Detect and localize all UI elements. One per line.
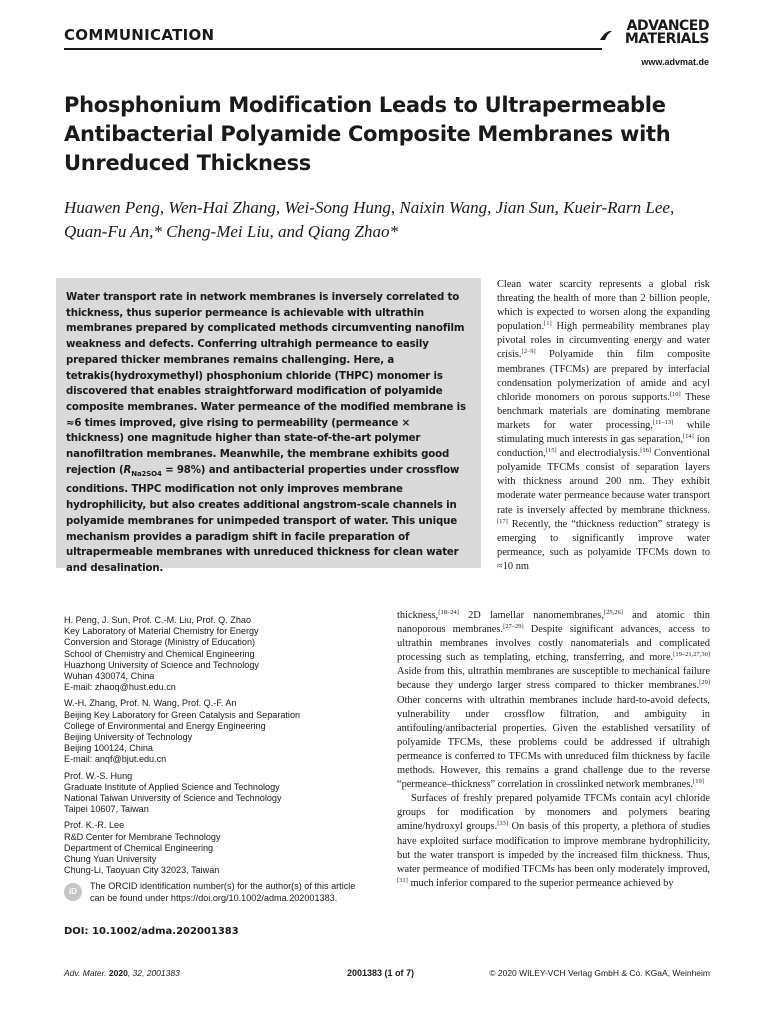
citation[interactable]: [29] bbox=[699, 679, 710, 687]
citation[interactable]: [27–29] bbox=[503, 623, 524, 631]
body-text: On basis of this property, a plethora of studies have exploited surface modification to improve membrane hydrophilicity, but the water transport is impeded by the increased film thickness. Thus, water permeance of modified TFCMs has been only moderately improved, bbox=[397, 821, 710, 875]
affiliation-line: College of Environmental and Energy Engineering bbox=[64, 720, 266, 731]
affiliation-block bbox=[64, 820, 384, 876]
abstract-part-2: = 98%) and antibacterial properties under crossflow conditions. THPC modification not only improves membrane hydrophilicity, but also creates additional angstrom-scale channels in polyamide membranes for unimpeded transport of water. This unique mechanism provides a paradigm shift in facile preparation of ultrapermeable membranes with unreduced thickness for clean water and desalination. bbox=[66, 464, 460, 574]
affiliation-line: Beijing Key Laboratory for Green Catalysis and Separation bbox=[64, 709, 301, 720]
body-text: and electrodialysis. bbox=[556, 448, 641, 460]
affiliation-line: Beijing 100124, China bbox=[64, 743, 153, 754]
affiliation-block bbox=[64, 771, 384, 816]
page-header bbox=[64, 18, 709, 56]
second-paragraph bbox=[397, 792, 710, 891]
citation[interactable]: [19] bbox=[693, 778, 704, 786]
footer-volume: , 32, 2001383 bbox=[127, 968, 180, 978]
article-title: Phosphonium Modification Leads to Ultrapermeable Antibacterial Polyamide Composite Membranes with Unreduced Thickness bbox=[64, 93, 671, 175]
email-link[interactable]: E-mail: zhaoq@hust.edu.cn bbox=[64, 682, 176, 693]
body-text: much inferior compared to the superior permeance achieved by bbox=[407, 877, 674, 889]
rejection-subscript: Na2SO4 bbox=[131, 469, 162, 478]
logo-line-1: ADVANCED bbox=[626, 18, 709, 34]
orcid-icon: iD bbox=[64, 883, 82, 901]
doi-link[interactable]: DOI: 10.1002/adma.202001383 bbox=[64, 926, 239, 937]
citation[interactable]: [15] bbox=[545, 447, 557, 455]
body-text: Conventional polyamide TFCMs consist of separation layers with thickness around 200 nm. They exhibit moderate water permeance because water transport rate is inversely affected by membrane thickness. bbox=[497, 448, 710, 516]
author-list: Huawen Peng, Wen-Hai Zhang, Wei-Song Hung, Naixin Wang, Jian Sun, Kueir-Rarn Lee, Quan-Fu An,* Cheng-Mei Liu, and Qiang Zhao* bbox=[64, 198, 675, 241]
orcid-text: The ORCID identification number(s) for the author(s) of this article bbox=[90, 881, 356, 892]
journal-url[interactable]: www.advmat.de bbox=[641, 57, 709, 67]
page-number: 2001383 (1 of 7) bbox=[347, 968, 415, 978]
abstract-text bbox=[66, 290, 471, 577]
affiliation-line: Graduate Institute of Applied Science and Technology bbox=[64, 781, 280, 792]
body-text: Clean water scarcity represents a global risk threating the health of more than 2 billion people, which is expected to worsen along the expanding population. bbox=[497, 279, 710, 333]
affiliation-line: Prof. K.-R. Lee bbox=[64, 820, 125, 831]
footer-year: 2020 bbox=[108, 968, 128, 978]
affiliation-line: R&D Center for Membrane Technology bbox=[64, 831, 221, 842]
orcid-link[interactable]: can be found under https://doi.org/10.1002/adma.202001383. bbox=[90, 892, 338, 903]
affiliation-line: School of Chemistry and Chemical Engineering bbox=[64, 648, 255, 659]
footer-journal: Adv. Mater. bbox=[64, 968, 107, 978]
affiliation-line: Taipei 10607, Taiwan bbox=[64, 804, 149, 815]
citation[interactable]: [10] bbox=[669, 390, 681, 398]
citation[interactable]: [16] bbox=[640, 447, 652, 455]
body-text: Surfaces of freshly prepared polyamide TFCMs contain acyl chloride groups for modification by monomers and polymers bearing amine/hydroxyl groups. bbox=[397, 793, 710, 833]
citation[interactable]: [11–13] bbox=[652, 418, 674, 426]
abstract-box bbox=[56, 278, 481, 574]
logo-line-2: MATERIALS bbox=[624, 31, 709, 47]
affiliation-line: Conversion and Storage (Ministry of Education) bbox=[64, 637, 256, 648]
rejection-symbol: R bbox=[123, 464, 132, 476]
intro-paragraph-continued bbox=[397, 609, 710, 792]
citation[interactable]: [1] bbox=[544, 320, 552, 328]
citation[interactable]: [19–21,27,30] bbox=[673, 651, 710, 659]
citation[interactable]: [14] bbox=[683, 433, 694, 441]
affiliation-line: Prof. W.-S. Hung bbox=[64, 770, 133, 781]
logo-swoosh-icon bbox=[599, 28, 613, 42]
affiliation-line: Wuhan 430074, China bbox=[64, 671, 155, 682]
header-rule bbox=[64, 48, 602, 50]
citation[interactable]: [25,26] bbox=[603, 609, 623, 616]
citation[interactable]: [2–9] bbox=[521, 348, 536, 356]
body-text: Recently, the “thickness reduction” strategy is emerging to significantly improve water permeance, such as polyamide TFCMs down to ≈10 nm bbox=[497, 518, 710, 572]
body-text: and atomic thin nanoporous membranes. bbox=[397, 610, 710, 636]
journal-logo bbox=[599, 20, 709, 52]
body-text: while stimulating much interests in gas separation, bbox=[497, 419, 710, 446]
affiliation-line: National Taiwan University of Science and Technology bbox=[64, 793, 282, 804]
body-text: Other concerns with ultrathin membranes include hard-to-avoid defects, vulnerability under crossflow filtration, and ambiguity in antifouling/antibacterial properties. Given the established versatility of polyamide TFCMs, these problems could be addressed if ultrahigh permeance is conferred to TFCMs with unreduced film thickness by facile methods. However, this remains a grand challenge due to the reverse “permeance–thickness” correlation in crosslinked network membranes. bbox=[397, 694, 710, 791]
affiliations bbox=[64, 615, 384, 904]
footer-citation bbox=[64, 968, 180, 978]
abstract-part-1: Water transport rate in network membranes is inversely correlated to thickness, thus superior permeance is achievable with ultrathin membranes prepared by complicated methods circumventing nanofilm weakness and defects. Conferring ultrahigh permeance to easily prepared thicker membranes remains challenging. Here, a tetrakis(hydroxymethyl) phosphonium chloride (THPC) monomer is discovered that enables straightforward modification of polyamide composite membranes. Water permeance of the modified membrane is ≈6 times improved, give rising to permeability (permeance × thickness) one magnitude higher than state-of-the-art polymer nanofiltration membranes. Meanwhile, the membrane exhibits good rejection ( bbox=[66, 292, 466, 476]
citation[interactable]: [17] bbox=[497, 517, 508, 525]
body-text: Aside from this, ultrathin membranes are susceptible to mechanical failure because they undergo larger stress compared to thicker membranes. bbox=[397, 666, 710, 692]
page-footer bbox=[64, 968, 710, 982]
citation[interactable]: [31] bbox=[397, 876, 408, 884]
citation[interactable]: [18–24] bbox=[438, 609, 459, 616]
copyright: © 2020 WILEY-VCH Verlag GmbH & Co. KGaA, Weinheim bbox=[489, 968, 710, 978]
affiliation-line: Chung-Li, Taoyuan City 32023, Taiwan bbox=[64, 865, 220, 876]
citation[interactable]: [33] bbox=[497, 820, 509, 828]
body-text: 2D lamellar nanomembranes, bbox=[458, 610, 604, 621]
orcid-note bbox=[64, 881, 384, 903]
body-text: ion conduction, bbox=[497, 434, 710, 460]
intro-paragraph bbox=[497, 278, 710, 574]
section-label: COMMUNICATION bbox=[64, 26, 215, 44]
affiliation-line: Huazhong University of Science and Technology bbox=[64, 659, 259, 670]
affiliation-block bbox=[64, 698, 384, 765]
affiliation-line: W.-H. Zhang, Prof. N. Wang, Prof. Q.-F. An bbox=[64, 698, 237, 709]
body-column-top bbox=[497, 278, 710, 574]
affiliation-block bbox=[64, 615, 384, 693]
affiliation-line: Beijing University of Technology bbox=[64, 732, 193, 743]
body-text: thickness, bbox=[397, 610, 439, 621]
body-text: High permeability membranes play pivotal roles in circumventing energy and water crisis. bbox=[497, 321, 710, 361]
affiliation-line: Department of Chemical Engineering bbox=[64, 842, 214, 853]
affiliation-line: Key Laboratory of Material Chemistry for Energy bbox=[64, 626, 259, 637]
affiliation-line: Chung Yuan University bbox=[64, 854, 157, 865]
affiliation-line: H. Peng, J. Sun, Prof. C.-M. Liu, Prof. Q. Zhao bbox=[64, 615, 251, 625]
email-link[interactable]: E-mail: anqf@bjut.edu.cn bbox=[64, 754, 167, 765]
body-text: Despite significant advances, access to ultrathin membranes involves costly nanomaterials and complicated processing such as templating, etching, transferring, and more. bbox=[397, 624, 710, 664]
body-column-bottom bbox=[397, 609, 710, 891]
body-text: These benchmark materials are dominating membrane markets for water processing, bbox=[497, 391, 710, 431]
body-text: Polyamide thin film composite membranes (TFCMs) are prepared by interfacial condensation polymerization of amide and acyl chloride monomers on porous supports. bbox=[497, 349, 710, 403]
